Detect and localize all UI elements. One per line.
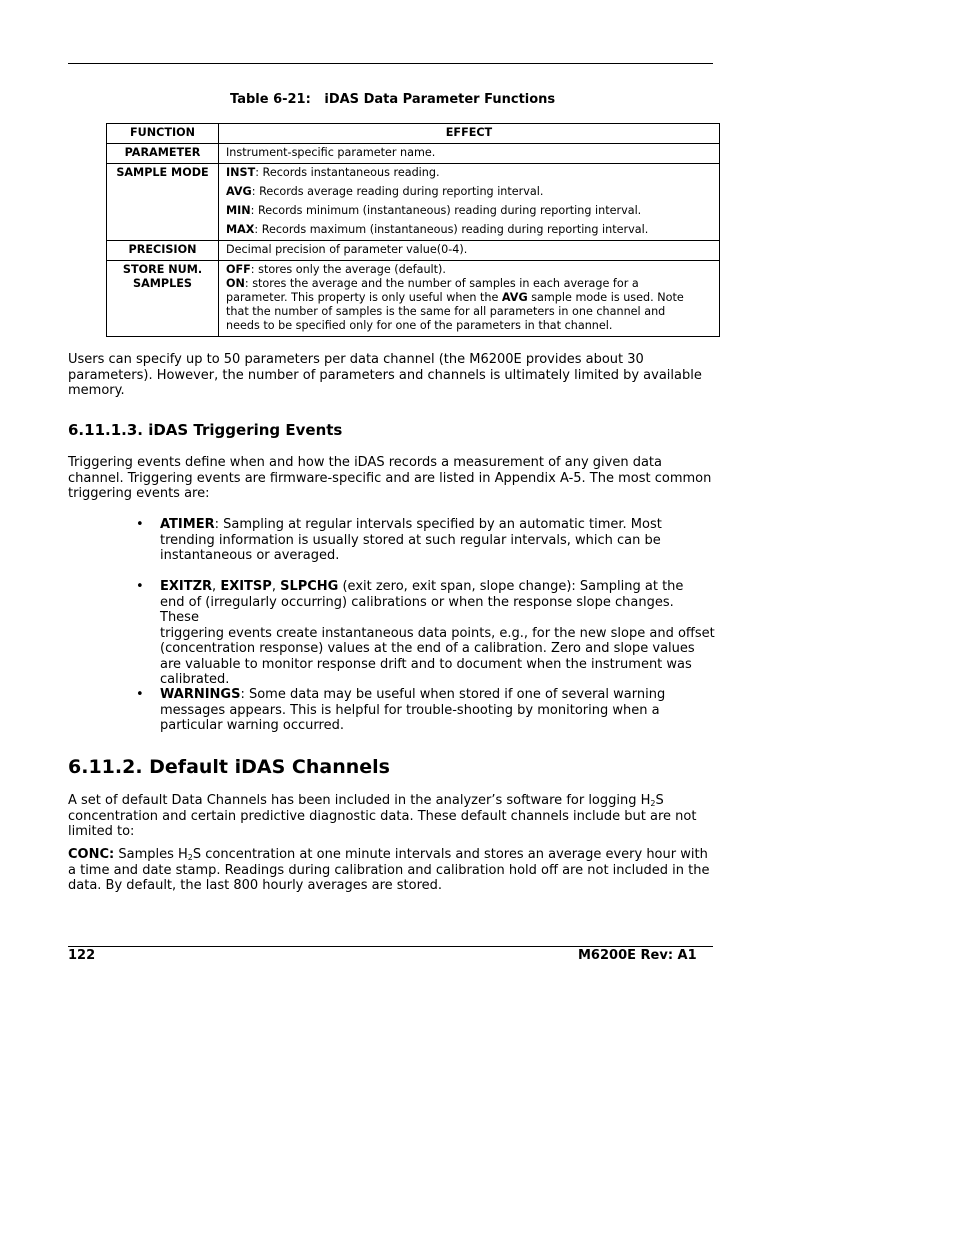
paragraph-line: data. By default, the last 800 hourly averages are stored. [68,878,443,893]
function-cell: PARAMETER [107,144,219,164]
table-row [107,241,720,261]
mode-text: : Records minimum (instantaneous) reading during reporting interval. [250,204,642,217]
document-revision: M6200E Rev: A1 [578,948,697,963]
paragraph-line: end of (irregularly occurring) calibrations or when the response slope changes. These [160,594,674,625]
function-line: STORE NUM. [122,263,203,276]
on-text: sample mode is used. Note [527,291,684,304]
page-number: 122 [68,948,96,963]
separator: , [212,579,221,594]
on-key: ON [226,277,245,290]
mode-line [226,166,713,180]
table-row [107,144,720,164]
text: (exit zero, exit span, slope change): Sampling at the [338,579,684,594]
function-line: SAMPLES [133,277,192,290]
table-row [107,164,720,241]
paragraph-line: are valuable to monitor response drift and to document when the instrument was [160,656,692,672]
effect-cell: Decimal precision of parameter value(0-4). [219,241,720,261]
table-header-row [107,124,720,144]
table-caption: Table 6-21: iDAS Data Parameter Functions [230,92,556,107]
column-header-effect: EFFECT [219,124,720,144]
paragraph-line: triggering events create instantaneous data points, e.g., for the new slope and offset [160,625,715,641]
paragraph-line: limited to: [68,824,135,839]
on-text: : stores the average and the number of samples in each average for a [244,277,639,290]
mode-text: : Records instantaneous reading. [255,166,440,179]
paragraph-line: instantaneous or averaged. [160,548,340,563]
mode-key: MAX [226,223,255,236]
effect-cell [219,261,720,337]
default-channels-paragraph [68,793,718,840]
paragraph-line: particular warning occurred. [160,718,344,733]
paragraph-line [68,793,718,809]
mode-line [226,185,713,199]
paragraph-line [68,847,718,863]
on-line [226,291,713,305]
parameter-functions-table [106,123,720,337]
off-key: OFF [226,263,251,276]
section-heading-default-channels: 6.11.2. Default iDAS Channels [68,756,390,778]
conc-paragraph [68,847,718,894]
text: A set of default Data Channels has been included in the analyzer’s software for logging H [68,793,651,808]
mode-line [226,223,713,237]
text: : Some data may be useful when stored if one of several warning [240,687,666,702]
paragraph-line: channel. Triggering events are firmware-specific and are listed in Appendix A-5. The most common [68,470,712,486]
bullet-icon: • [136,579,144,594]
mode-text: : Records average reading during reporting interval. [251,185,544,198]
list-item-text [160,579,716,688]
paragraph-line: a time and date stamp. Readings during calibration and calibration hold off are not included in the [68,862,710,878]
paragraph-line: calibrated. [160,672,230,687]
text: S [655,793,664,808]
on-text: that the number of samples is the same for all parameters in one channel and [226,305,666,318]
paragraph-line: concentration and certain predictive diagnostic data. These default channels include but are not [68,808,697,824]
on-text: needs to be specified only for one of the parameters in that channel. [226,319,613,332]
paragraph-line: triggering events are: [68,486,210,501]
mode-key: MIN [226,204,251,217]
text: S concentration at one minute intervals and stores an average every hour with [192,847,708,862]
paragraph-line: memory. [68,383,125,398]
paragraph-line [160,579,716,595]
bullet-icon: • [136,517,144,532]
paragraph-line: parameters). However, the number of parameters and channels is ultimately limited by available [68,367,702,383]
bullet-icon: • [136,687,144,702]
parameters-paragraph [68,352,718,399]
paragraph-line: messages appears. This is helpful for trouble-shooting by monitoring when a [160,702,660,718]
paragraph-line [160,517,716,533]
term: SLPCHG [280,579,339,594]
paragraph-line: Triggering events define when and how the iDAS records a measurement of any given data [68,455,662,470]
mode-line [226,204,713,218]
function-cell: SAMPLE MODE [107,164,219,241]
term: EXITSP [220,579,272,594]
mode-key: AVG [226,185,252,198]
paragraph-line [160,687,716,703]
term: CONC: [68,847,115,862]
paragraph-line: trending information is usually stored at such regular intervals, which can be [160,532,661,548]
triggering-paragraph [68,455,718,502]
function-cell [107,261,219,337]
term: WARNINGS [160,687,241,702]
paragraph-line: Users can specify up to 50 parameters per data channel (the M6200E provides about 30 [68,352,644,367]
on-text: parameter. This property is only useful when the [226,291,502,304]
text: : Sampling at regular intervals specified by an automatic timer. Most [214,517,662,532]
table-row [107,261,720,337]
term: ATIMER [160,517,215,532]
header-rule [68,63,713,64]
effect-cell [219,164,720,241]
on-line [226,277,713,291]
section-heading-triggering: 6.11.1.3. iDAS Triggering Events [68,421,343,439]
column-header-function: FUNCTION [107,124,219,144]
footer-rule [68,946,713,947]
mode-text: : Records maximum (instantaneous) reading during reporting interval. [254,223,649,236]
subscript: 2 [187,853,193,862]
off-text: : stores only the average (default). [250,263,446,276]
mode-key: INST [226,166,256,179]
effect-cell: Instrument-specific parameter name. [219,144,720,164]
separator: , [271,579,281,594]
text: Samples H [114,847,188,862]
function-cell: PRECISION [107,241,219,261]
list-item-text [160,687,716,734]
term: EXITZR [160,579,213,594]
list-item-text [160,517,716,564]
paragraph-line: (concentration response) values at the end of a calibration. Zero and slope values [160,641,695,656]
off-line [226,263,713,277]
subscript: 2 [650,799,656,808]
avg-key: AVG [501,291,528,304]
